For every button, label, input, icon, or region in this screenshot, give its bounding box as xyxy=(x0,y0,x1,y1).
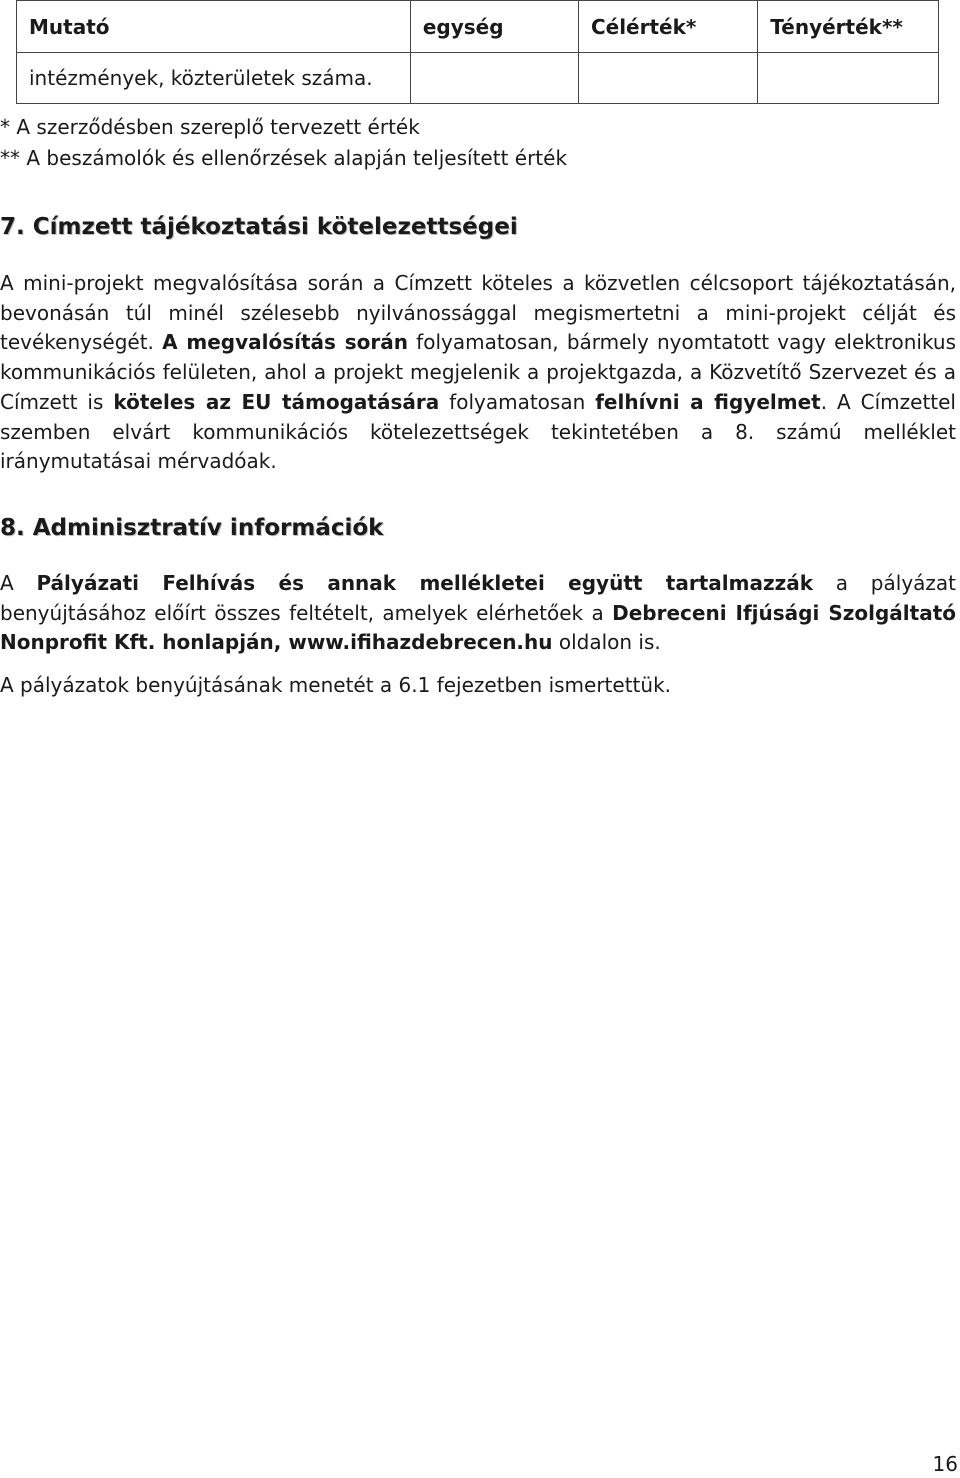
text-run: oldalon is. xyxy=(552,630,661,655)
page-number: 16 xyxy=(932,1452,958,1476)
emphasized-text: felhívni a figyelmet xyxy=(595,389,821,414)
emphasized-text: A megvalósítás során xyxy=(162,330,408,355)
cell-target-value xyxy=(578,53,757,104)
section-8-heading: 8. Adminisztratív információk xyxy=(0,515,384,541)
footnote-target: * A szerződésben szereplő tervezett érték xyxy=(0,115,420,139)
text-run: A mini-projekt megvalósítása során a Címzett köteles a közvetlen célcsoport tájékoztatásán, bevonásán túl minél szélesebb nyilvánossággal megismertetni a mini-projekt célját és tevékenységét. xyxy=(0,271,956,355)
emphasized-text: Pályázati Felhívás és annak mellékletei együtt tartalmazzák xyxy=(36,571,814,595)
header-indicator: Mutató xyxy=(17,1,411,53)
text-run: A xyxy=(0,571,37,595)
table-footnotes xyxy=(0,112,567,174)
cell-unit xyxy=(410,53,578,104)
section-8-paragraph-1 xyxy=(0,569,956,658)
text-run: folyamatosan xyxy=(439,389,596,414)
text-run: . A Címzettel szemben elvárt kommunikációs kötelezettségek tekintetében a 8. számú melléklet iránymutatásai mérvadóak. xyxy=(0,389,956,474)
section-8-paragraph-2: A pályázatok benyújtásának menetét a 6.1 fejezetben ismertettük. xyxy=(0,673,672,697)
header-target-value: Célérték* xyxy=(578,1,757,53)
cell-actual-value xyxy=(758,53,939,104)
emphasized-text: köteles az EU támogatására xyxy=(113,389,440,414)
text-run: folyamatosan, bármely nyomtatott vagy elektronikus kommunikációs felületen, ahol a projekt megjelenik a projektgazda, a Közvetítő Szervezet és a Címzett is xyxy=(0,330,957,414)
header-actual-value: Tényérték** xyxy=(758,1,939,53)
section-7-paragraph xyxy=(0,269,956,477)
emphasized-text: Debreceni Ifjúsági Szolgáltató Nonprofit Kft. honlapján, www.ifihazdebrecen.hu xyxy=(0,600,956,655)
table-header-row xyxy=(17,1,939,53)
table-row xyxy=(17,53,939,104)
indicator-table xyxy=(16,0,939,104)
header-unit: egység xyxy=(410,1,578,53)
cell-indicator: intézmények, közterületek száma. xyxy=(17,53,411,104)
footnote-actual: ** A beszámolók és ellenőrzések alapján teljesített érték xyxy=(0,146,568,170)
text-run: a pályázat benyújtásához előírt összes feltételt, amelyek elérhetőek a xyxy=(0,571,957,625)
section-7-heading: 7. Címzett tájékoztatási kötelezettségei xyxy=(0,214,518,240)
